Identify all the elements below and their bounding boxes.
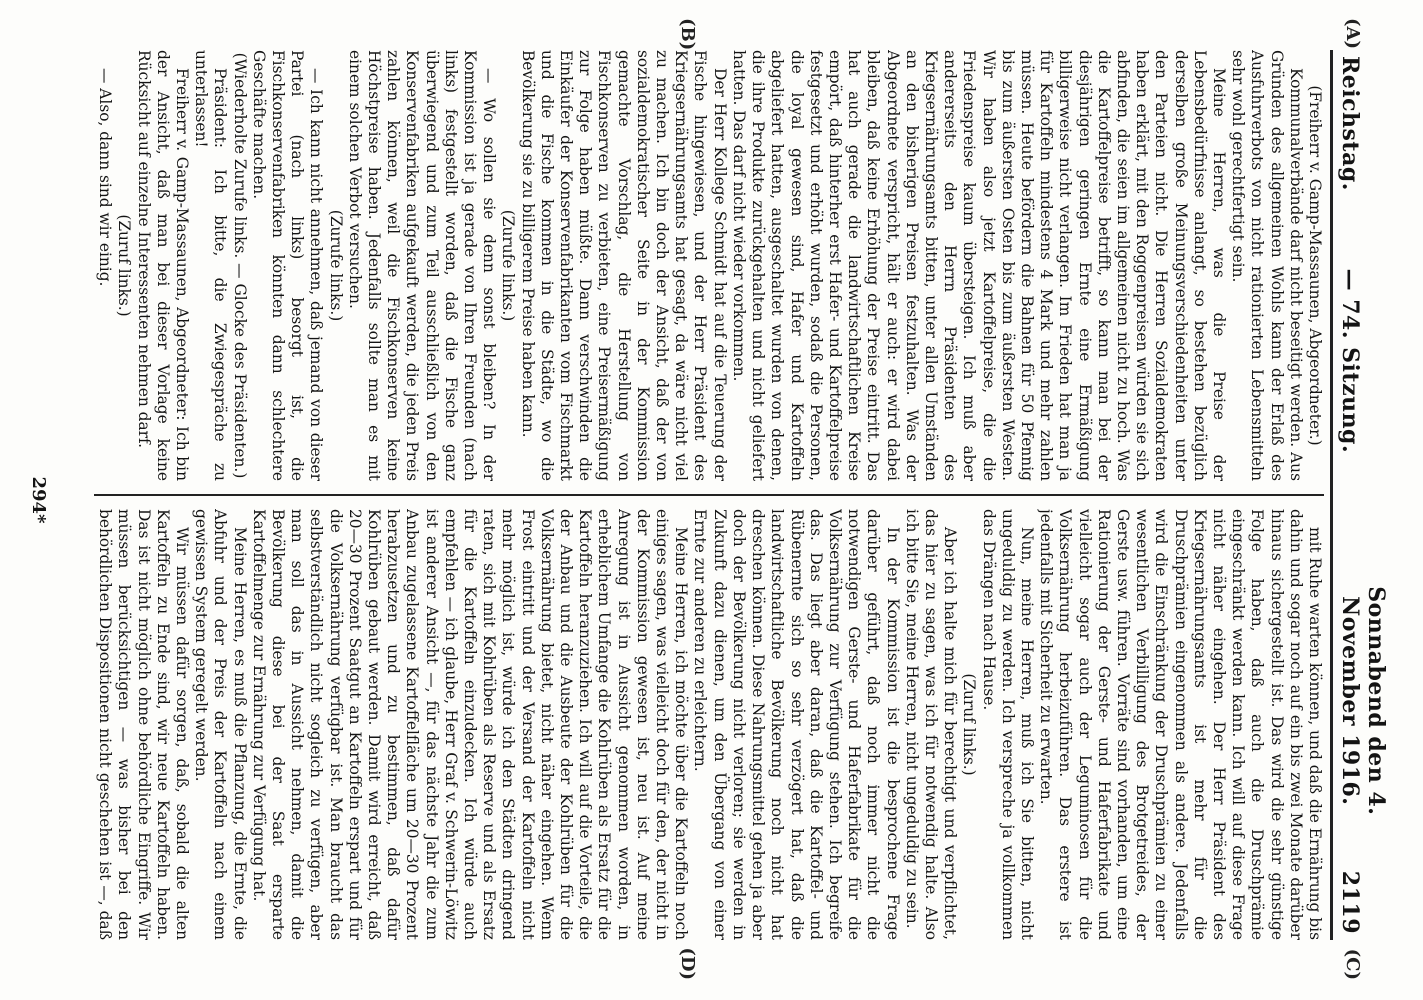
margin-letter-a: (A) xyxy=(1342,18,1363,49)
margin-letter-c: (C) xyxy=(1342,948,1363,980)
paragraph: (Freiherr v. Gamp-Massaunen, Abgeordneter.) xyxy=(1306,85,1324,446)
paragraph: Aber ich halte mich für berechtigt und verpflichtet, das hier zu sagen, was ich für notwendig halte. Also ich bitte Sie, meine Herren, nicht ungeduldig zu sein. xyxy=(902,509,960,940)
paragraph: Freiherr v. Gamp-Massaunen, Abgeordneter: Ich bin der Ansicht, daß man bei dieser Vorlage keine Rücksicht auf einzelne Interessenten nehmen darf. xyxy=(134,50,192,481)
paragraph: (Wiederholte Zurufe links. — Glocke des Präsidenten.) xyxy=(230,52,249,479)
header-center: — 74. Sitzung. xyxy=(1337,268,1363,454)
paragraph: Meine Herren, es muß die Pflanzung, die Ernte, die Abfuhr und der Preis der Kartoffeln nach einem gewissen System geregelt werden. xyxy=(192,509,249,940)
paragraph: Meine Herren, was die Preise der Lebensbedürfnisse anlangt, so bestehen bezüglich derselben große Meinungsverschiedenheiten unter den Parteien nicht. Die Herren Sozialdemokraten haben erklärt, mit den Roggenpreisen würden sie sich abfinden, die seien im allgemeinen nicht zu hoch. Was die Kartoffelpreise betrifft, so kann man bei der diesjährigen geringen Ernte eine Ermäßigung billigerweise nicht verlangen. Im Frieden hat man ja für Kartoffeln mindestens 4 Mark und mehr zahlen müssen. Heute befördern die Bahnen für 50 Pfennig bis zum äußersten Osten bis zum äußersten Westen. Wir haben also jetzt Kartoffelpreise, die die Friedenspreise kaum übersteigen. Ich muß aber andererseits den Herrn Präsidenten des Kriegsernährungsamts bitten, unter allen Umständen an den bisherigen Preisen festzuhalten. Was der Abgeordnete verspricht, hält er auch: er wird dabei bleiben, daß keine Erhöhung der Preise eintritt. Das hat auch gerade die landwirtschaftlichen Kreise empört, daß hinterher erst Hafer- und Kartoffelpreise festgesetzt und erhöht wurden, sodaß die Personen, die loyal gewesen sind, Hafer und Kartoffeln abgeliefert hatten, ausgeschaltet wurden von denen, die ihre Produkte zurückgehalten und nicht geliefert hatten. Das darf nicht wieder vorkommen. xyxy=(729,50,1228,481)
header-left: Reichstag. xyxy=(1337,56,1363,191)
header-date: Sonnabend den 4. November 1916. xyxy=(1337,586,1389,816)
paragraph: Meine Herren, ich möchte über die Kartoffeln noch einiges sagen, was vielleicht doch für den, der nicht in der Kommission gewesen ist, neu ist. Auf meine Anregung ist in Aussicht genommen worden, in erheblichem Umfange die Kohlrüben als Ersatz für die Kartoffeln heranzuziehen. Ich will auf die Vorteile, die der Anbau und die Ausbeute der Kohlrüben für die Volksernährung bietet, nicht näher eingehen. Wenn Frost eintritt und der Versand der Kartoffeln nicht mehr möglich ist, würde ich den Städten dringend raten, sich mit Kohlrüben als Reserve und als Ersatz für die Kartoffeln einzudecken. Ich würde auch empfehlen — ich glaube, Herr Graf v. Schwerin-Löwitz ist anderer Ansicht —, für das nächste Jahr die zum Anbau zugelassene Kartoffelfläche um 20—30 Prozent herabzusetzen und zu bestimmen, daß dafür Kohlrüben gebaut werden. Damit wird erreicht, daß 20—30 Prozent Saatgut an Kartoffeln erspart und für die Volksernährung verfügbar ist. Man braucht das selbstverständlich nicht sogleich zu verfügen, aber man soll das in Aussicht nehmen, damit die Bevölkerung diese bei der Saat ersparte Kartoffelmenge zur Ernährung zur Verfügung hat. xyxy=(249,509,691,940)
margin-letter-d: (D) xyxy=(677,947,698,980)
left-column xyxy=(94,50,1324,481)
paragraph: In der Kommission ist die besprochene Frage darüber geführt, daß noch immer nicht die notwendigen Gerste- und Haferfabrikate für die Volksernährung zur Verfügung stehen. Ich begreife das. Das liegt aber daran, daß die Kartoffel- und Rübenernte sich so sehr verzögert hat, daß die landwirtschaftliche Bevölkerung noch nicht hat dreschen können. Diese Nahrungsmittel gehen ja aber doch der Bevölkerung nicht verloren; sie werden in Zukunft dazu dienen, um den Übergang von einer Ernte zur anderen zu erleichtern. xyxy=(691,509,902,940)
paragraph: — Wo sollen sie denn sonst bleiben? In der Kommission ist ja gerade von Ihren Freunden (nach links) festgestellt worden, daß die Fische ganz überwiegend und zum Teil ausschließlich von den Konservenfabriken aufgekauft werden, die jeden Preis zahlen können, weil die Fischkonserven keine Höchstpreise haben. Jedenfalls sollte man es mit einem solchen Verbot versuchen. xyxy=(345,50,499,481)
paragraph: Nun, meine Herren, muß ich Sie bitten, nicht ungeduldig zu werden. Ich verspreche ja vollkommen das Drängen nach Hause. xyxy=(979,509,1036,940)
paragraph: (Zuruf links.) xyxy=(960,673,979,776)
right-column xyxy=(94,509,1324,940)
paragraph: (Zuruf links.) xyxy=(115,214,134,317)
margin-letter-b: (B) xyxy=(677,18,698,51)
paragraph: — Ich kann nicht annehmen, daß jemand von dieser Partei (nach links) besorgt ist, die Fischkonservenfabriken könnten dann schlechtere Geschäfte machen. xyxy=(249,50,326,481)
paragraph: (Zurufe links.) xyxy=(326,209,345,322)
paragraph: Wir müssen dafür sorgen, daß, sobald die alten Kartoffeln zu Ende sind, wir neue Kartoffeln haben. Das ist nicht möglich ohne behördliche Eingriffe. Wir müssen berücksichtigen — was bisher bei den behördlichen Dispositionen nicht geschehen ist —, daß xyxy=(96,509,192,940)
paragraph: Präsident: Ich bitte, die Zwiegespräche zu unterlassen! xyxy=(192,50,230,481)
paragraph: mit Ruhe warten können, und daß die Ernährung bis dahin und sogar noch auf ein bis zwei Monate darüber hinaus sichergestellt ist. Das wird die sehr günstige Folge haben, daß auch die Druschprämie eingeschränkt werden kann. Ich will auf diese Frage nicht näher eingehen. Der Herr Präsident des Kriegsernährungsamts ist mehr für die Druschprämien eingenommen als andere. Jedenfalls wird die Einschränkung der Druschprämien zu einer wesentlichen Verbilligung des Brotgetreides, der Gerste usw. führen. Vorräte sind vorhanden, um eine Rationierung der Gerste- und Haferfabrikate und vielleicht sogar auch der Leguminosen für die Volksernährung herbeizuführen. Das erstere ist jedenfalls mit Sicherheit zu erwarten. xyxy=(1037,509,1324,940)
paragraph: — Also, dann sind wir einig. xyxy=(96,68,115,287)
running-header xyxy=(1330,50,1389,940)
folio-number: 294* xyxy=(28,476,49,524)
paragraph: (Zurufe links.) xyxy=(499,209,518,322)
text-columns xyxy=(94,50,1324,940)
paragraph: Der Herr Kollege Schmidt hat auf die Teuerung der Fische hingewiesen, und der Herr Präsident des Kriegsernährungsamts hat gesagt, da wäre nicht viel zu machen. Ich bin doch der Ansicht, daß der von sozialdemokratischer Seite in der Kommission gemachte Vorschlag, die Herstellung von Fischkonserven zu verbieten, eine Preisermäßigung zur Folge haben müßte. Dann verschwinden die Einkäufer der Konservenfabrikanten vom Fischmarkt und die Fische kommen in die Städte, wo die Bevölkerung sie zu billigerem Preise haben kann. xyxy=(518,50,729,481)
paragraph: Kommunalverbände darf nicht beseitigt werden. Aus Gründen des allgemeinen Wohls kann der Erlaß des Ausfuhrverbots von nicht rationierten Lebensmitteln sehr wohl gerechtfertigt sein. xyxy=(1229,50,1305,481)
page-number: 2119 xyxy=(1337,870,1363,935)
